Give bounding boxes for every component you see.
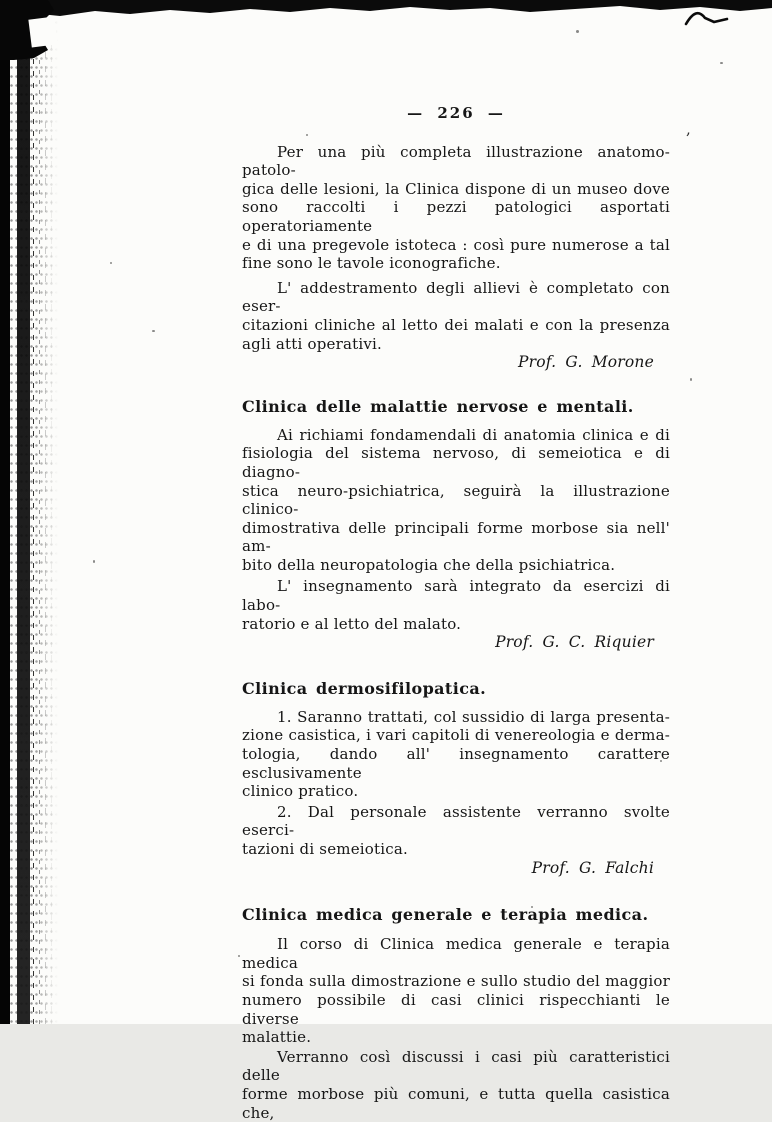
scan-speck (720, 62, 723, 64)
book-binding-edge (0, 0, 58, 1024)
text-line: malattie. (242, 1028, 312, 1047)
paragraph (242, 143, 670, 273)
text-line: tologia, dando all' insegnamento carattere esclusivamente (242, 745, 670, 782)
text-line: 1. Saranno trattati, col sussidio di larga presenta- (277, 707, 670, 726)
stray-comma-mark: , (686, 120, 691, 138)
professor-signature: Prof. G. C. Riquier (495, 633, 654, 652)
text-line: Per una più completa illustrazione anatomo-patolo- (242, 142, 670, 180)
ink-blob-notch (28, 17, 57, 48)
section-heading: Clinica delle malattie nervose e mentali. (242, 396, 634, 416)
text-line: dimostrativa delle principali forme morbose sia nell' am- (242, 518, 670, 556)
paragraph (242, 1048, 670, 1122)
text-line: numero possibile di casi clinici rispecchianti le diverse (242, 990, 670, 1028)
text-line: bito della neuropatologia che della psichiatrica. (242, 555, 616, 574)
section-heading: Clinica dermosifilopatica. (242, 678, 487, 698)
text-line: zione casistica, i vari capitoli di venereologia e derma- (242, 726, 670, 745)
scan-speck (152, 330, 155, 332)
text-line: L' addestramento degli allievi è completato con eser- (242, 278, 670, 316)
paragraph (242, 935, 670, 1047)
text-line: 2. Dal personale assistente verranno svolte eserci- (242, 802, 670, 840)
text-line: sono raccolti i pezzi patologici asportati operatoriamente (242, 198, 670, 235)
paragraph (242, 708, 670, 801)
pen-tick-mark-icon (684, 5, 730, 35)
paragraph (242, 803, 670, 859)
scan-speck (93, 560, 95, 563)
paragraph (242, 577, 670, 633)
text-line: ratorio e al letto del malato. (242, 614, 462, 633)
text-line: stica neuro-psichiatrica, seguirà la illustrazione clinico- (242, 481, 670, 519)
paragraph (242, 279, 670, 353)
text-line: L' insegnamento sarà integrato da esercizi di labo- (242, 577, 670, 615)
text-column (242, 0, 670, 1122)
scan-speck (238, 955, 240, 957)
text-line: forme morbose più comuni, e tutta quella casistica che, (242, 1084, 670, 1122)
text-line: Il corso di Clinica medica generale e terapia medica (242, 935, 670, 972)
text-line: Verranno così discussi i casi più caratteristici delle (242, 1047, 670, 1085)
page-number: — 226 — (407, 104, 505, 122)
professor-signature: Prof. G. Morone (518, 353, 654, 372)
text-line: fisiologia del sistema nervoso, di semeiotica e di diagno- (242, 444, 670, 481)
text-line: Ai richiami fondamendali di anatomia clinica e di (277, 425, 670, 444)
section-heading: Clinica medica generale e terapia medica. (242, 905, 649, 925)
text-line: citazioni cliniche al letto dei malati e con la presenza (242, 315, 670, 334)
scan-speck (110, 262, 112, 264)
text-line: fine sono le tavole iconografiche. (242, 254, 501, 273)
paragraph (242, 426, 670, 575)
text-line: si fonda sulla dimostrazione e sullo studio del maggior (242, 972, 670, 991)
text-line: clinico pratico. (242, 782, 359, 801)
text-line: tazioni di semeiotica. (242, 840, 408, 858)
text-line: e di una pregevole istoteca : così pure numerose a tal (242, 235, 670, 254)
scan-speck (690, 378, 692, 381)
text-line: agli atti operativi. (242, 334, 382, 353)
text-line: gica delle lesioni, la Clinica dispone di un museo dove (242, 179, 670, 198)
professor-signature: Prof. G. Falchi (531, 858, 654, 877)
